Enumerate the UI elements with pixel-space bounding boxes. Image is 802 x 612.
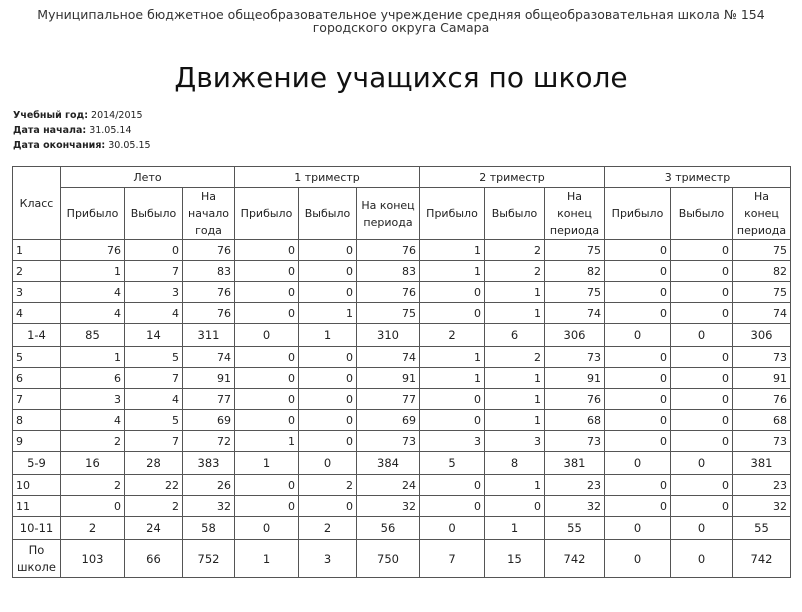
row-label: 3 [13, 282, 61, 303]
table-cell: 0 [420, 475, 485, 496]
group-header-trimester-2: 2 триместр [420, 167, 605, 188]
meta-start-value: 31.05.14 [89, 125, 132, 136]
table-cell: 0 [235, 475, 299, 496]
table-row [13, 389, 791, 410]
table-cell: 0 [299, 261, 357, 282]
table-cell: 311 [183, 324, 235, 347]
table-cell: 1 [485, 368, 545, 389]
table-cell: 5 [420, 452, 485, 475]
table-cell: 7 [125, 368, 183, 389]
table-cell: 32 [545, 496, 605, 517]
column-header: Прибыло [235, 188, 299, 240]
row-label: 1 [13, 240, 61, 261]
table-cell: 55 [733, 517, 791, 540]
meta-end [13, 138, 151, 153]
table-cell: 7 [125, 431, 183, 452]
table-cell: 91 [183, 368, 235, 389]
table-cell: 2 [61, 431, 125, 452]
table-cell: 2 [61, 517, 125, 540]
table-cell: 0 [605, 389, 671, 410]
table-cell: 76 [61, 240, 125, 261]
table-cell: 72 [183, 431, 235, 452]
table-cell: 0 [671, 475, 733, 496]
meta-year [13, 108, 151, 123]
table-cell: 1 [61, 347, 125, 368]
table-cell: 22 [125, 475, 183, 496]
table-cell: 1 [485, 282, 545, 303]
table-cell: 0 [605, 240, 671, 261]
row-label: По школе [13, 540, 61, 578]
table-cell: 383 [183, 452, 235, 475]
table-cell: 0 [605, 410, 671, 431]
table-cell: 381 [545, 452, 605, 475]
table-cell: 3 [299, 540, 357, 578]
table-cell: 0 [671, 282, 733, 303]
column-header: На конец периода [733, 188, 791, 240]
table-cell: 2 [485, 261, 545, 282]
table-cell: 24 [357, 475, 420, 496]
table-cell: 310 [357, 324, 420, 347]
table-cell: 75 [733, 240, 791, 261]
table-cell: 73 [733, 431, 791, 452]
table-cell: 69 [357, 410, 420, 431]
table-row [13, 410, 791, 431]
table-cell: 0 [605, 282, 671, 303]
group-header-trimester-1: 1 триместр [235, 167, 420, 188]
table-cell: 6 [485, 324, 545, 347]
subtotal-row [13, 452, 791, 475]
table-cell: 1 [485, 517, 545, 540]
table-cell: 75 [357, 303, 420, 324]
table-cell: 74 [183, 347, 235, 368]
row-label: 10 [13, 475, 61, 496]
table-cell: 3 [485, 431, 545, 452]
table-cell: 381 [733, 452, 791, 475]
table-cell: 0 [605, 540, 671, 578]
table-cell: 0 [671, 261, 733, 282]
table-cell: 69 [183, 410, 235, 431]
table-cell: 0 [605, 261, 671, 282]
table-cell: 0 [235, 303, 299, 324]
table-cell: 0 [235, 324, 299, 347]
table-cell: 83 [183, 261, 235, 282]
table-cell: 0 [671, 540, 733, 578]
table-cell: 74 [733, 303, 791, 324]
table-cell: 0 [299, 431, 357, 452]
table-cell: 0 [605, 452, 671, 475]
table-cell: 1 [485, 410, 545, 431]
table-cell: 68 [733, 410, 791, 431]
total-row [13, 540, 791, 578]
row-label: 10-11 [13, 517, 61, 540]
table-cell: 0 [235, 389, 299, 410]
table-cell: 0 [299, 410, 357, 431]
table-cell: 0 [299, 452, 357, 475]
table-cell: 0 [485, 496, 545, 517]
table-cell: 1 [420, 368, 485, 389]
table-cell: 1 [485, 389, 545, 410]
table-cell: 0 [125, 240, 183, 261]
table-cell: 0 [605, 347, 671, 368]
table-cell: 56 [357, 517, 420, 540]
meta-end-label: Дата окончания: [13, 140, 106, 151]
column-header: Выбыло [125, 188, 183, 240]
table-row [13, 475, 791, 496]
group-header-summer: Лето [61, 167, 235, 188]
table-cell: 0 [605, 475, 671, 496]
table-cell: 0 [671, 452, 733, 475]
table-cell: 14 [125, 324, 183, 347]
table-cell: 0 [235, 410, 299, 431]
column-header: На начало года [183, 188, 235, 240]
table-cell: 0 [299, 368, 357, 389]
table-cell: 0 [420, 517, 485, 540]
table-cell: 0 [605, 324, 671, 347]
table-row [13, 303, 791, 324]
table-cell: 0 [235, 368, 299, 389]
table-row [13, 282, 791, 303]
table-row [13, 347, 791, 368]
table-row [13, 431, 791, 452]
table-cell: 0 [61, 496, 125, 517]
table-cell: 3 [61, 389, 125, 410]
table-cell: 4 [125, 389, 183, 410]
table-cell: 4 [125, 303, 183, 324]
table-cell: 0 [671, 431, 733, 452]
column-header: Выбыло [671, 188, 733, 240]
table-cell: 750 [357, 540, 420, 578]
column-header: Прибыло [61, 188, 125, 240]
group-header-trimester-3: 3 триместр [605, 167, 791, 188]
table-cell: 75 [545, 240, 605, 261]
subtotal-row [13, 324, 791, 347]
table-cell: 0 [420, 282, 485, 303]
row-label: 7 [13, 389, 61, 410]
row-label: 9 [13, 431, 61, 452]
table-cell: 752 [183, 540, 235, 578]
table-cell: 91 [357, 368, 420, 389]
table-row [13, 496, 791, 517]
table-cell: 75 [733, 282, 791, 303]
table-cell: 77 [183, 389, 235, 410]
meta-year-label: Учебный год: [13, 110, 89, 121]
table-cell: 1 [235, 452, 299, 475]
table-cell: 82 [733, 261, 791, 282]
table-cell: 16 [61, 452, 125, 475]
table-cell: 2 [299, 475, 357, 496]
table-cell: 0 [299, 240, 357, 261]
table-cell: 0 [235, 240, 299, 261]
table-cell: 0 [671, 517, 733, 540]
row-label: 1-4 [13, 324, 61, 347]
table-cell: 15 [485, 540, 545, 578]
table-cell: 58 [183, 517, 235, 540]
row-label: 4 [13, 303, 61, 324]
table-cell: 3 [125, 282, 183, 303]
table-cell: 8 [485, 452, 545, 475]
column-header: На конец периода [357, 188, 420, 240]
table-cell: 0 [235, 517, 299, 540]
table-cell: 5 [125, 410, 183, 431]
table-cell: 55 [545, 517, 605, 540]
table-cell: 5 [125, 347, 183, 368]
table-cell: 0 [671, 347, 733, 368]
table-cell: 0 [605, 368, 671, 389]
row-label: 11 [13, 496, 61, 517]
table-cell: 0 [299, 496, 357, 517]
table-cell: 0 [671, 240, 733, 261]
table-cell: 91 [733, 368, 791, 389]
table-cell: 1 [299, 324, 357, 347]
table-cell: 1 [299, 303, 357, 324]
table-cell: 76 [183, 282, 235, 303]
table-cell: 75 [545, 282, 605, 303]
table-cell: 26 [183, 475, 235, 496]
student-movement-table [12, 166, 791, 578]
table-cell: 85 [61, 324, 125, 347]
meta-start [13, 123, 151, 138]
table-cell: 742 [733, 540, 791, 578]
row-label: 2 [13, 261, 61, 282]
table-cell: 76 [183, 240, 235, 261]
table-cell: 0 [671, 368, 733, 389]
table-body [13, 240, 791, 578]
table-cell: 1 [485, 303, 545, 324]
meta-start-label: Дата начала: [13, 125, 87, 136]
table-cell: 1 [61, 261, 125, 282]
table-cell: 1 [420, 240, 485, 261]
table-cell: 23 [545, 475, 605, 496]
table-cell: 0 [605, 431, 671, 452]
table-cell: 82 [545, 261, 605, 282]
table-cell: 83 [357, 261, 420, 282]
table-cell: 4 [61, 410, 125, 431]
table-cell: 0 [671, 496, 733, 517]
table-cell: 0 [605, 496, 671, 517]
table-cell: 0 [235, 496, 299, 517]
class-header: Класс [13, 167, 61, 240]
table-cell: 384 [357, 452, 420, 475]
table-cell: 68 [545, 410, 605, 431]
table-cell: 0 [420, 496, 485, 517]
subtotal-row [13, 517, 791, 540]
table-cell: 76 [733, 389, 791, 410]
table-cell: 0 [671, 303, 733, 324]
table-cell: 3 [420, 431, 485, 452]
table-cell: 0 [671, 324, 733, 347]
table-cell: 73 [733, 347, 791, 368]
column-header: На конец периода [545, 188, 605, 240]
row-label: 5 [13, 347, 61, 368]
table-cell: 4 [61, 303, 125, 324]
page-title: Движение учащихся по школе [174, 61, 628, 94]
table-cell: 28 [125, 452, 183, 475]
table-cell: 0 [299, 282, 357, 303]
table-cell: 4 [61, 282, 125, 303]
table-cell: 2 [485, 347, 545, 368]
table-cell: 23 [733, 475, 791, 496]
table-cell: 306 [545, 324, 605, 347]
row-label: 8 [13, 410, 61, 431]
table-row [13, 261, 791, 282]
table-cell: 0 [235, 261, 299, 282]
table-cell: 91 [545, 368, 605, 389]
table-cell: 66 [125, 540, 183, 578]
table-cell: 77 [357, 389, 420, 410]
meta-year-value: 2014/2015 [91, 110, 143, 121]
report-meta [13, 108, 151, 153]
table-cell: 73 [545, 347, 605, 368]
table-cell: 1 [420, 261, 485, 282]
table-cell: 7 [125, 261, 183, 282]
table-cell: 0 [299, 347, 357, 368]
table-cell: 74 [357, 347, 420, 368]
table-cell: 2 [61, 475, 125, 496]
table-cell: 76 [357, 282, 420, 303]
table-cell: 32 [733, 496, 791, 517]
row-label: 5-9 [13, 452, 61, 475]
table-row [13, 368, 791, 389]
table-cell: 0 [420, 389, 485, 410]
table-cell: 0 [235, 282, 299, 303]
table-cell: 76 [357, 240, 420, 261]
table-cell: 76 [545, 389, 605, 410]
table-cell: 2 [420, 324, 485, 347]
table-cell: 2 [125, 496, 183, 517]
meta-end-value: 30.05.15 [108, 140, 151, 151]
table-cell: 32 [357, 496, 420, 517]
table-cell: 74 [545, 303, 605, 324]
table-cell: 76 [183, 303, 235, 324]
subheader-row [13, 188, 791, 240]
column-header: Выбыло [485, 188, 545, 240]
table-cell: 73 [545, 431, 605, 452]
group-header-row [13, 167, 791, 188]
table-cell: 0 [420, 410, 485, 431]
table-cell: 0 [420, 303, 485, 324]
table-cell: 306 [733, 324, 791, 347]
table-cell: 1 [420, 347, 485, 368]
table-cell: 2 [299, 517, 357, 540]
table-row [13, 240, 791, 261]
table-cell: 1 [485, 475, 545, 496]
table-cell: 1 [235, 431, 299, 452]
table-cell: 2 [485, 240, 545, 261]
table-cell: 0 [671, 389, 733, 410]
table-cell: 0 [605, 303, 671, 324]
table-cell: 1 [235, 540, 299, 578]
column-header: Прибыло [605, 188, 671, 240]
table-cell: 24 [125, 517, 183, 540]
table-cell: 6 [61, 368, 125, 389]
column-header: Выбыло [299, 188, 357, 240]
column-header: Прибыло [420, 188, 485, 240]
table-cell: 73 [357, 431, 420, 452]
table-cell: 0 [299, 389, 357, 410]
table-cell: 0 [235, 347, 299, 368]
table-cell: 7 [420, 540, 485, 578]
organization-name: Муниципальное бюджетное общеобразовательное учреждение средняя общеобразовательная школа № 154 городского округа Самара [37, 7, 765, 35]
table-cell: 103 [61, 540, 125, 578]
table-cell: 32 [183, 496, 235, 517]
table-cell: 0 [671, 410, 733, 431]
table-cell: 742 [545, 540, 605, 578]
table-cell: 0 [605, 517, 671, 540]
row-label: 6 [13, 368, 61, 389]
